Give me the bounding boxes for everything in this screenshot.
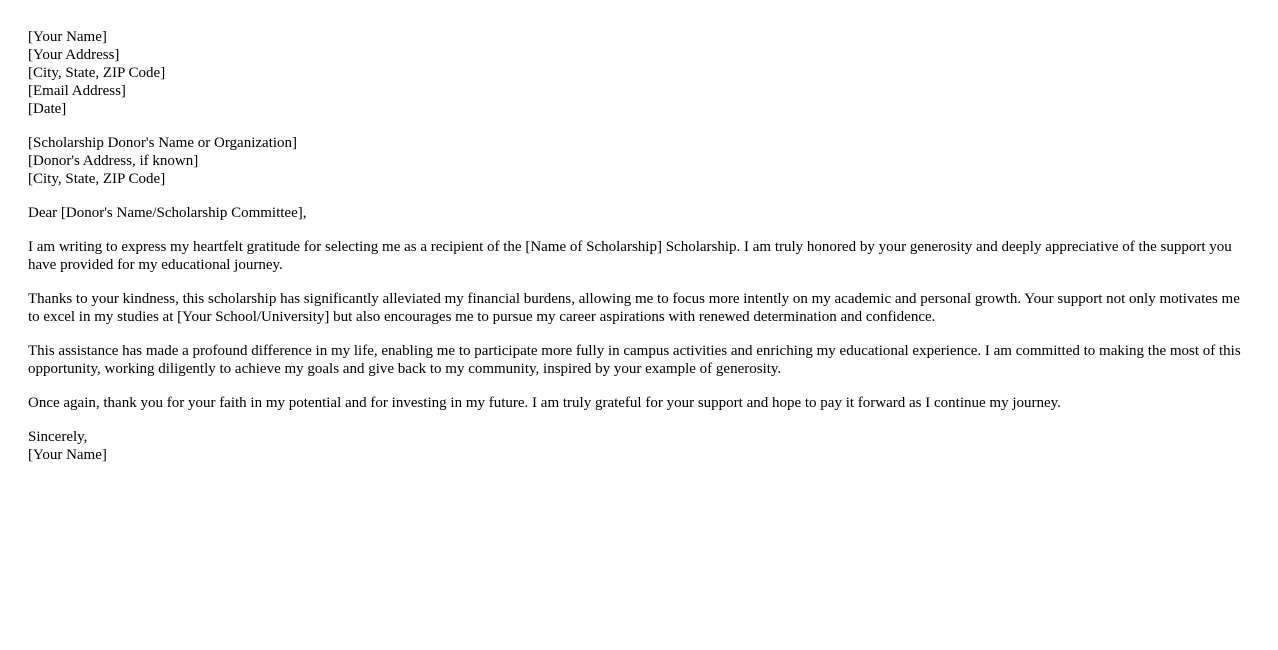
letter: [28, 28, 1250, 480]
recipient-address: [Donor's Address, if known]: [28, 153, 199, 169]
body-paragraph-4: Once again, thank you for your faith in my potential and for investing in my future. I am truly grateful for your support and hope to pay it forward as I continue my journey.: [28, 395, 1061, 411]
sender-address: [Your Address]: [28, 47, 120, 63]
sender-email: [Email Address]: [28, 83, 126, 99]
body-paragraph-1: I am writing to express my heartfelt gratitude for selecting me as a recipient of the [Name of Scholarship] Scholarship. I am truly honored by your generosity and deeply appreciative of the support you have provided for my educational journey.: [28, 239, 1232, 273]
sender-city-state-zip: [City, State, ZIP Code]: [28, 65, 166, 81]
signature-name: [Your Name]: [28, 447, 107, 463]
recipient-city-state-zip: [City, State, ZIP Code]: [28, 171, 166, 187]
body-paragraph-2: Thanks to your kindness, this scholarship has significantly alleviated my financial burdens, allowing me to focus more intently on my academic and personal growth. Your support not only motivates me to excel in my studies at [Your School/University] but also encourages me to pursue my career aspirations with renewed determination and confidence.: [28, 291, 1240, 325]
closing-block: [28, 428, 1250, 464]
recipient-block: [28, 134, 1250, 188]
valediction: Sincerely,: [28, 429, 88, 445]
salutation: Dear [Donor's Name/Scholarship Committee],: [28, 205, 307, 221]
recipient-name: [Scholarship Donor's Name or Organization]: [28, 135, 298, 151]
sender-name: [Your Name]: [28, 29, 107, 45]
sender-block: [28, 28, 1250, 118]
body-paragraph-3: This assistance has made a profound difference in my life, enabling me to participate more fully in campus activities and enriching my educational experience. I am committed to making the most of this opportunity, working diligently to achieve my goals and give back to my community, inspired by your example of generosity.: [28, 343, 1241, 377]
letter-date: [Date]: [28, 101, 67, 117]
